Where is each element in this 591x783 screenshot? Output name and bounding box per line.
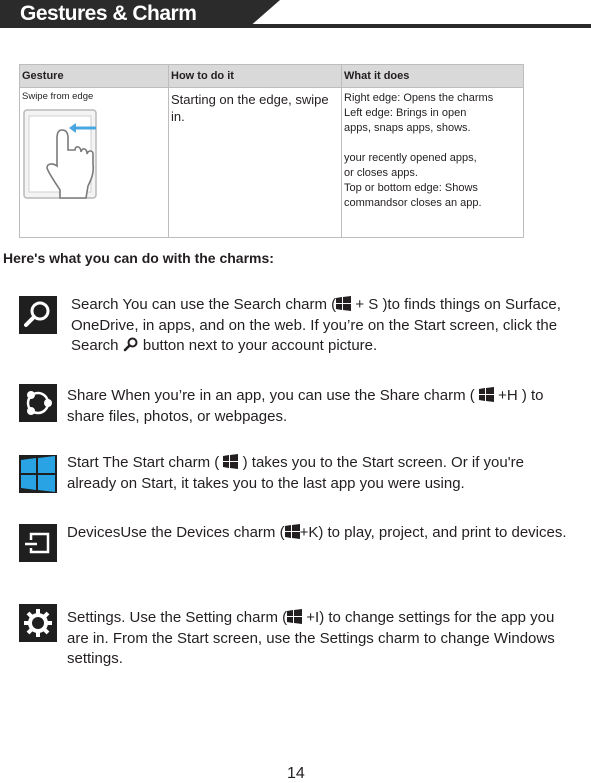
what-line: your recently opened apps, xyxy=(344,152,477,164)
what-line: Right edge: Opens the charms xyxy=(344,92,494,104)
table-header-row xyxy=(20,65,524,88)
windows-logo-icon xyxy=(223,454,238,469)
search-charm-description xyxy=(71,295,561,357)
start-text-1: Start The Start charm ( xyxy=(67,454,224,471)
windows-logo-icon xyxy=(19,455,57,493)
share-icon xyxy=(19,384,57,422)
column-header-how: How to do it xyxy=(169,65,342,88)
settings-charm-description xyxy=(67,608,567,670)
settings-text-1: Settings. Use the Setting charm ( xyxy=(67,609,288,626)
gesture-cell xyxy=(20,88,169,238)
devices-icon xyxy=(19,524,57,562)
column-header-what: What it does xyxy=(342,65,524,88)
gear-icon xyxy=(19,604,57,642)
search-icon xyxy=(19,296,57,334)
what-line: apps, snaps apps, shows. xyxy=(344,122,471,134)
devices-text-2: +K) to play, project, and print to devices. xyxy=(299,524,567,541)
windows-logo-icon xyxy=(336,296,351,311)
gesture-table xyxy=(19,64,524,238)
what-cell xyxy=(342,88,524,238)
share-text-1: Share When you’re in an app, you can use the Share charm ( xyxy=(67,387,479,404)
what-line: commandsor closes an app. xyxy=(344,197,482,209)
start-text-2: ) takes you to the Start screen. Or if you're already on Start, it takes you to the last app you were using. xyxy=(67,454,524,492)
what-line: Left edge: Brings in open xyxy=(344,107,467,119)
magnifier-icon xyxy=(123,336,139,352)
what-line: Top or bottom edge: Shows xyxy=(344,182,478,194)
windows-logo-icon xyxy=(479,387,494,402)
windows-logo-icon xyxy=(287,609,302,624)
page-title: Gestures & Charm xyxy=(20,2,197,25)
swipe-gesture-illustration xyxy=(22,108,102,200)
page-number: 14 xyxy=(287,765,305,782)
what-line-blank xyxy=(344,136,521,151)
windows-logo-icon xyxy=(285,524,300,539)
search-text-1: Search You can use the Search charm ( xyxy=(71,296,337,313)
start-charm-description xyxy=(67,453,577,494)
search-text-2: + S )to finds things on Surface, OneDrive, in apps, and on the web. If you’re on the Start screen, click the Search xyxy=(71,296,561,354)
how-cell: Starting on the edge, swipe in. xyxy=(169,88,342,238)
gesture-label: Swipe from edge xyxy=(22,91,94,102)
share-charm-description xyxy=(67,386,582,427)
devices-text-1: DevicesUse the Devices charm ( xyxy=(67,524,285,541)
table-row xyxy=(20,88,524,238)
devices-charm-description xyxy=(67,523,572,544)
search-text-3: button next to your account picture. xyxy=(138,337,378,354)
settings-text-2: +I) to change settings for the app you are in. From the Start screen, use the Settings charm to change Windows settings. xyxy=(67,609,555,667)
charms-heading: Here's what you can do with the charms: xyxy=(3,250,274,266)
column-header-gesture: Gesture xyxy=(20,65,169,88)
share-text-2: +H ) to share files, photos, or webpages. xyxy=(67,387,544,425)
what-line: or closes apps. xyxy=(344,167,418,179)
